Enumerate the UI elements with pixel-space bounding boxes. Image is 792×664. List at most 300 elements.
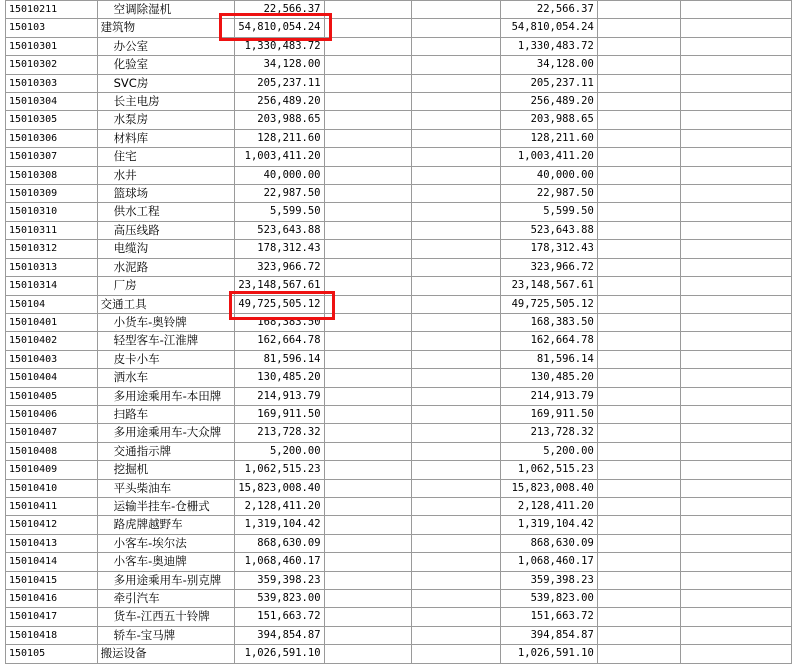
- table-row[interactable]: [6, 277, 792, 295]
- empty-cell[interactable]: [597, 553, 680, 571]
- amount-cell[interactable]: [234, 19, 324, 37]
- code-cell[interactable]: [6, 240, 98, 258]
- empty-cell[interactable]: [411, 590, 500, 608]
- name-cell[interactable]: [97, 203, 234, 221]
- empty-cell[interactable]: [411, 479, 500, 497]
- total-cell[interactable]: [500, 37, 597, 55]
- empty-cell[interactable]: [597, 332, 680, 350]
- name-cell[interactable]: [97, 626, 234, 644]
- table-row[interactable]: [6, 93, 792, 111]
- code-cell[interactable]: [6, 19, 98, 37]
- empty-cell[interactable]: [411, 497, 500, 515]
- amount-cell[interactable]: [234, 424, 324, 442]
- empty-cell[interactable]: [324, 129, 411, 147]
- empty-cell[interactable]: [681, 461, 792, 479]
- empty-cell[interactable]: [324, 461, 411, 479]
- empty-cell[interactable]: [681, 516, 792, 534]
- total-cell[interactable]: [500, 442, 597, 460]
- name-cell[interactable]: [97, 148, 234, 166]
- empty-cell[interactable]: [324, 56, 411, 74]
- empty-cell[interactable]: [324, 571, 411, 589]
- name-cell[interactable]: [97, 295, 234, 313]
- name-cell[interactable]: [97, 479, 234, 497]
- total-cell[interactable]: [500, 516, 597, 534]
- empty-cell[interactable]: [324, 37, 411, 55]
- total-cell[interactable]: [500, 626, 597, 644]
- empty-cell[interactable]: [681, 497, 792, 515]
- empty-cell[interactable]: [411, 516, 500, 534]
- amount-cell[interactable]: [234, 258, 324, 276]
- code-cell[interactable]: [6, 497, 98, 515]
- empty-cell[interactable]: [597, 166, 680, 184]
- name-cell[interactable]: [97, 553, 234, 571]
- table-row[interactable]: [6, 258, 792, 276]
- empty-cell[interactable]: [681, 148, 792, 166]
- empty-cell[interactable]: [324, 74, 411, 92]
- amount-cell[interactable]: [234, 185, 324, 203]
- amount-cell[interactable]: [234, 56, 324, 74]
- name-cell[interactable]: [97, 240, 234, 258]
- name-cell[interactable]: [97, 221, 234, 239]
- table-row[interactable]: [6, 571, 792, 589]
- total-cell[interactable]: [500, 93, 597, 111]
- table-row[interactable]: [6, 369, 792, 387]
- amount-cell[interactable]: [234, 295, 324, 313]
- empty-cell[interactable]: [597, 516, 680, 534]
- code-cell[interactable]: [6, 645, 98, 663]
- total-cell[interactable]: [500, 221, 597, 239]
- code-cell[interactable]: [6, 405, 98, 423]
- name-cell[interactable]: [97, 590, 234, 608]
- code-cell[interactable]: [6, 37, 98, 55]
- name-cell[interactable]: [97, 166, 234, 184]
- empty-cell[interactable]: [411, 93, 500, 111]
- empty-cell[interactable]: [681, 405, 792, 423]
- empty-cell[interactable]: [411, 645, 500, 663]
- empty-cell[interactable]: [681, 571, 792, 589]
- empty-cell[interactable]: [324, 479, 411, 497]
- code-cell[interactable]: [6, 332, 98, 350]
- code-cell[interactable]: [6, 93, 98, 111]
- empty-cell[interactable]: [597, 93, 680, 111]
- empty-cell[interactable]: [681, 295, 792, 313]
- empty-cell[interactable]: [597, 645, 680, 663]
- empty-cell[interactable]: [411, 185, 500, 203]
- table-row[interactable]: [6, 442, 792, 460]
- table-row[interactable]: [6, 387, 792, 405]
- code-cell[interactable]: [6, 56, 98, 74]
- empty-cell[interactable]: [597, 295, 680, 313]
- table-row[interactable]: [6, 295, 792, 313]
- empty-cell[interactable]: [681, 19, 792, 37]
- amount-cell[interactable]: [234, 553, 324, 571]
- code-cell[interactable]: [6, 534, 98, 552]
- empty-cell[interactable]: [411, 295, 500, 313]
- name-cell[interactable]: [97, 258, 234, 276]
- total-cell[interactable]: [500, 129, 597, 147]
- code-cell[interactable]: [6, 626, 98, 644]
- table-row[interactable]: [6, 461, 792, 479]
- total-cell[interactable]: [500, 369, 597, 387]
- amount-cell[interactable]: [234, 645, 324, 663]
- code-cell[interactable]: [6, 295, 98, 313]
- empty-cell[interactable]: [681, 74, 792, 92]
- total-cell[interactable]: [500, 534, 597, 552]
- code-cell[interactable]: [6, 111, 98, 129]
- name-cell[interactable]: [97, 442, 234, 460]
- table-row[interactable]: [6, 37, 792, 55]
- empty-cell[interactable]: [324, 442, 411, 460]
- empty-cell[interactable]: [411, 129, 500, 147]
- amount-cell[interactable]: [234, 461, 324, 479]
- empty-cell[interactable]: [597, 424, 680, 442]
- empty-cell[interactable]: [597, 350, 680, 368]
- code-cell[interactable]: [6, 166, 98, 184]
- total-cell[interactable]: [500, 277, 597, 295]
- table-row[interactable]: [6, 516, 792, 534]
- empty-cell[interactable]: [681, 590, 792, 608]
- empty-cell[interactable]: [411, 332, 500, 350]
- empty-cell[interactable]: [681, 626, 792, 644]
- total-cell[interactable]: [500, 74, 597, 92]
- empty-cell[interactable]: [597, 37, 680, 55]
- name-cell[interactable]: [97, 1, 234, 19]
- empty-cell[interactable]: [324, 295, 411, 313]
- empty-cell[interactable]: [411, 203, 500, 221]
- empty-cell[interactable]: [597, 313, 680, 331]
- code-cell[interactable]: [6, 203, 98, 221]
- code-cell[interactable]: [6, 1, 98, 19]
- empty-cell[interactable]: [324, 516, 411, 534]
- code-cell[interactable]: [6, 148, 98, 166]
- table-row[interactable]: [6, 424, 792, 442]
- empty-cell[interactable]: [324, 258, 411, 276]
- name-cell[interactable]: [97, 369, 234, 387]
- total-cell[interactable]: [500, 1, 597, 19]
- name-cell[interactable]: [97, 534, 234, 552]
- total-cell[interactable]: [500, 590, 597, 608]
- table-row[interactable]: [6, 626, 792, 644]
- amount-cell[interactable]: [234, 313, 324, 331]
- empty-cell[interactable]: [411, 111, 500, 129]
- empty-cell[interactable]: [681, 645, 792, 663]
- empty-cell[interactable]: [597, 221, 680, 239]
- empty-cell[interactable]: [411, 1, 500, 19]
- empty-cell[interactable]: [597, 590, 680, 608]
- table-row[interactable]: [6, 534, 792, 552]
- total-cell[interactable]: [500, 608, 597, 626]
- code-cell[interactable]: [6, 277, 98, 295]
- empty-cell[interactable]: [324, 148, 411, 166]
- empty-cell[interactable]: [411, 313, 500, 331]
- table-row[interactable]: [6, 111, 792, 129]
- table-row[interactable]: [6, 129, 792, 147]
- empty-cell[interactable]: [681, 608, 792, 626]
- table-row[interactable]: [6, 240, 792, 258]
- table-row[interactable]: [6, 645, 792, 663]
- empty-cell[interactable]: [411, 277, 500, 295]
- empty-cell[interactable]: [681, 442, 792, 460]
- name-cell[interactable]: [97, 332, 234, 350]
- empty-cell[interactable]: [411, 258, 500, 276]
- empty-cell[interactable]: [681, 56, 792, 74]
- empty-cell[interactable]: [597, 405, 680, 423]
- total-cell[interactable]: [500, 332, 597, 350]
- empty-cell[interactable]: [411, 148, 500, 166]
- amount-cell[interactable]: [234, 37, 324, 55]
- empty-cell[interactable]: [681, 350, 792, 368]
- table-row[interactable]: [6, 19, 792, 37]
- total-cell[interactable]: [500, 645, 597, 663]
- empty-cell[interactable]: [681, 479, 792, 497]
- amount-cell[interactable]: [234, 74, 324, 92]
- empty-cell[interactable]: [681, 221, 792, 239]
- total-cell[interactable]: [500, 350, 597, 368]
- amount-cell[interactable]: [234, 221, 324, 239]
- amount-cell[interactable]: [234, 405, 324, 423]
- code-cell[interactable]: [6, 442, 98, 460]
- total-cell[interactable]: [500, 56, 597, 74]
- empty-cell[interactable]: [681, 129, 792, 147]
- empty-cell[interactable]: [681, 93, 792, 111]
- total-cell[interactable]: [500, 240, 597, 258]
- total-cell[interactable]: [500, 313, 597, 331]
- table-row[interactable]: [6, 74, 792, 92]
- total-cell[interactable]: [500, 203, 597, 221]
- table-row[interactable]: [6, 1, 792, 19]
- empty-cell[interactable]: [324, 277, 411, 295]
- name-cell[interactable]: [97, 645, 234, 663]
- name-cell[interactable]: [97, 497, 234, 515]
- empty-cell[interactable]: [597, 74, 680, 92]
- code-cell[interactable]: [6, 461, 98, 479]
- empty-cell[interactable]: [411, 37, 500, 55]
- empty-cell[interactable]: [324, 369, 411, 387]
- empty-cell[interactable]: [324, 185, 411, 203]
- total-cell[interactable]: [500, 19, 597, 37]
- code-cell[interactable]: [6, 74, 98, 92]
- amount-cell[interactable]: [234, 203, 324, 221]
- amount-cell[interactable]: [234, 129, 324, 147]
- table-row[interactable]: [6, 221, 792, 239]
- empty-cell[interactable]: [597, 497, 680, 515]
- empty-cell[interactable]: [597, 479, 680, 497]
- code-cell[interactable]: [6, 553, 98, 571]
- empty-cell[interactable]: [411, 626, 500, 644]
- empty-cell[interactable]: [411, 405, 500, 423]
- table-row[interactable]: [6, 350, 792, 368]
- empty-cell[interactable]: [324, 497, 411, 515]
- amount-cell[interactable]: [234, 277, 324, 295]
- empty-cell[interactable]: [324, 553, 411, 571]
- empty-cell[interactable]: [597, 19, 680, 37]
- empty-cell[interactable]: [681, 1, 792, 19]
- amount-cell[interactable]: [234, 571, 324, 589]
- empty-cell[interactable]: [597, 148, 680, 166]
- empty-cell[interactable]: [411, 461, 500, 479]
- empty-cell[interactable]: [411, 166, 500, 184]
- code-cell[interactable]: [6, 424, 98, 442]
- empty-cell[interactable]: [411, 442, 500, 460]
- empty-cell[interactable]: [411, 56, 500, 74]
- total-cell[interactable]: [500, 258, 597, 276]
- empty-cell[interactable]: [324, 608, 411, 626]
- table-row[interactable]: [6, 608, 792, 626]
- empty-cell[interactable]: [681, 424, 792, 442]
- name-cell[interactable]: [97, 93, 234, 111]
- empty-cell[interactable]: [597, 203, 680, 221]
- empty-cell[interactable]: [681, 240, 792, 258]
- table-row[interactable]: [6, 590, 792, 608]
- code-cell[interactable]: [6, 185, 98, 203]
- table-row[interactable]: [6, 405, 792, 423]
- total-cell[interactable]: [500, 111, 597, 129]
- total-cell[interactable]: [500, 166, 597, 184]
- empty-cell[interactable]: [597, 56, 680, 74]
- empty-cell[interactable]: [411, 608, 500, 626]
- total-cell[interactable]: [500, 479, 597, 497]
- empty-cell[interactable]: [597, 185, 680, 203]
- empty-cell[interactable]: [411, 553, 500, 571]
- amount-cell[interactable]: [234, 387, 324, 405]
- empty-cell[interactable]: [324, 424, 411, 442]
- empty-cell[interactable]: [324, 93, 411, 111]
- empty-cell[interactable]: [324, 332, 411, 350]
- empty-cell[interactable]: [681, 185, 792, 203]
- empty-cell[interactable]: [324, 1, 411, 19]
- empty-cell[interactable]: [324, 626, 411, 644]
- code-cell[interactable]: [6, 350, 98, 368]
- code-cell[interactable]: [6, 387, 98, 405]
- amount-cell[interactable]: [234, 332, 324, 350]
- empty-cell[interactable]: [411, 19, 500, 37]
- name-cell[interactable]: [97, 111, 234, 129]
- amount-cell[interactable]: [234, 608, 324, 626]
- empty-cell[interactable]: [324, 590, 411, 608]
- table-row[interactable]: [6, 56, 792, 74]
- amount-cell[interactable]: [234, 626, 324, 644]
- total-cell[interactable]: [500, 424, 597, 442]
- name-cell[interactable]: [97, 405, 234, 423]
- table-row[interactable]: [6, 313, 792, 331]
- code-cell[interactable]: [6, 590, 98, 608]
- empty-cell[interactable]: [411, 534, 500, 552]
- empty-cell[interactable]: [681, 553, 792, 571]
- amount-cell[interactable]: [234, 1, 324, 19]
- empty-cell[interactable]: [681, 258, 792, 276]
- empty-cell[interactable]: [681, 332, 792, 350]
- total-cell[interactable]: [500, 461, 597, 479]
- empty-cell[interactable]: [597, 369, 680, 387]
- empty-cell[interactable]: [597, 608, 680, 626]
- empty-cell[interactable]: [597, 387, 680, 405]
- empty-cell[interactable]: [324, 166, 411, 184]
- empty-cell[interactable]: [324, 645, 411, 663]
- amount-cell[interactable]: [234, 240, 324, 258]
- name-cell[interactable]: [97, 185, 234, 203]
- amount-cell[interactable]: [234, 166, 324, 184]
- name-cell[interactable]: [97, 387, 234, 405]
- empty-cell[interactable]: [411, 74, 500, 92]
- amount-cell[interactable]: [234, 534, 324, 552]
- amount-cell[interactable]: [234, 93, 324, 111]
- empty-cell[interactable]: [411, 240, 500, 258]
- empty-cell[interactable]: [681, 277, 792, 295]
- empty-cell[interactable]: [597, 258, 680, 276]
- code-cell[interactable]: [6, 479, 98, 497]
- amount-cell[interactable]: [234, 516, 324, 534]
- name-cell[interactable]: [97, 277, 234, 295]
- name-cell[interactable]: [97, 516, 234, 534]
- table-row[interactable]: [6, 166, 792, 184]
- table-row[interactable]: [6, 497, 792, 515]
- code-cell[interactable]: [6, 221, 98, 239]
- table-row[interactable]: [6, 148, 792, 166]
- empty-cell[interactable]: [597, 571, 680, 589]
- total-cell[interactable]: [500, 553, 597, 571]
- empty-cell[interactable]: [681, 203, 792, 221]
- name-cell[interactable]: [97, 37, 234, 55]
- empty-cell[interactable]: [597, 534, 680, 552]
- empty-cell[interactable]: [597, 111, 680, 129]
- empty-cell[interactable]: [411, 424, 500, 442]
- code-cell[interactable]: [6, 369, 98, 387]
- empty-cell[interactable]: [681, 534, 792, 552]
- name-cell[interactable]: [97, 571, 234, 589]
- empty-cell[interactable]: [681, 37, 792, 55]
- name-cell[interactable]: [97, 313, 234, 331]
- empty-cell[interactable]: [324, 350, 411, 368]
- empty-cell[interactable]: [681, 313, 792, 331]
- code-cell[interactable]: [6, 608, 98, 626]
- name-cell[interactable]: [97, 424, 234, 442]
- empty-cell[interactable]: [411, 387, 500, 405]
- name-cell[interactable]: [97, 129, 234, 147]
- total-cell[interactable]: [500, 497, 597, 515]
- total-cell[interactable]: [500, 148, 597, 166]
- empty-cell[interactable]: [324, 313, 411, 331]
- empty-cell[interactable]: [411, 350, 500, 368]
- name-cell[interactable]: [97, 56, 234, 74]
- name-cell[interactable]: [97, 19, 234, 37]
- amount-cell[interactable]: [234, 148, 324, 166]
- amount-cell[interactable]: [234, 111, 324, 129]
- code-cell[interactable]: [6, 129, 98, 147]
- total-cell[interactable]: [500, 185, 597, 203]
- empty-cell[interactable]: [681, 387, 792, 405]
- empty-cell[interactable]: [597, 461, 680, 479]
- empty-cell[interactable]: [597, 626, 680, 644]
- empty-cell[interactable]: [324, 240, 411, 258]
- code-cell[interactable]: [6, 571, 98, 589]
- empty-cell[interactable]: [324, 405, 411, 423]
- code-cell[interactable]: [6, 258, 98, 276]
- empty-cell[interactable]: [411, 369, 500, 387]
- empty-cell[interactable]: [324, 111, 411, 129]
- table-row[interactable]: [6, 332, 792, 350]
- empty-cell[interactable]: [597, 1, 680, 19]
- total-cell[interactable]: [500, 295, 597, 313]
- empty-cell[interactable]: [324, 387, 411, 405]
- total-cell[interactable]: [500, 405, 597, 423]
- table-row[interactable]: [6, 479, 792, 497]
- empty-cell[interactable]: [324, 221, 411, 239]
- amount-cell[interactable]: [234, 369, 324, 387]
- amount-cell[interactable]: [234, 590, 324, 608]
- empty-cell[interactable]: [681, 111, 792, 129]
- name-cell[interactable]: [97, 608, 234, 626]
- code-cell[interactable]: [6, 516, 98, 534]
